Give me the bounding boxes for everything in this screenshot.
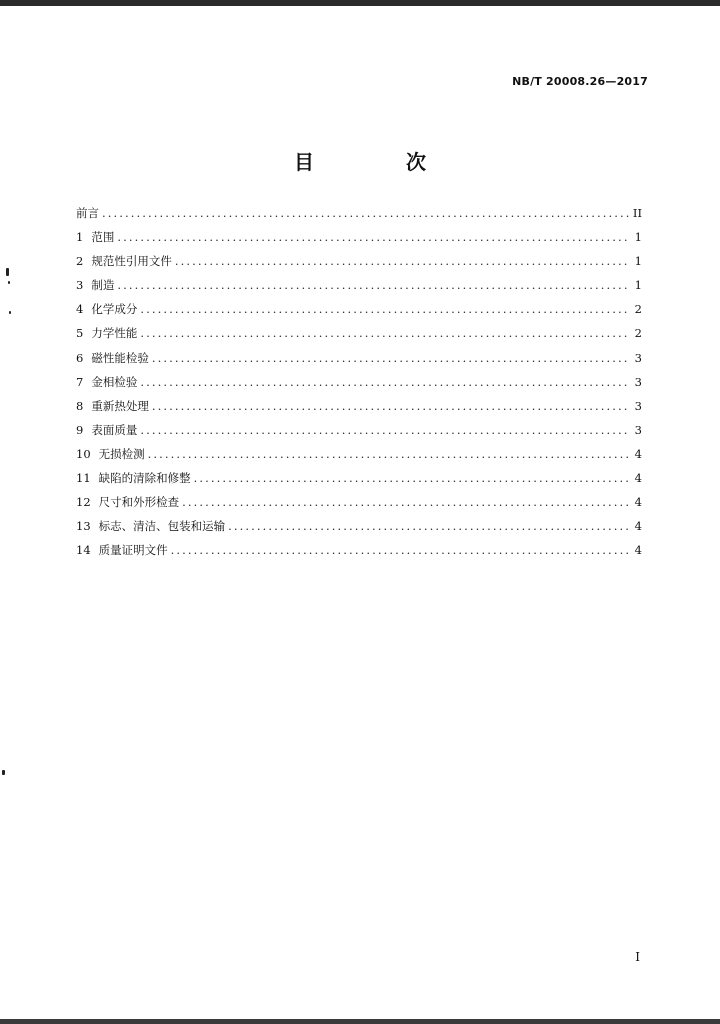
scan-speck: [8, 281, 10, 284]
toc-entry-number: 9: [76, 422, 84, 437]
scan-speck: [6, 268, 9, 276]
toc-leader-dots: [152, 351, 629, 365]
toc-entry-label: 磁性能检验: [91, 350, 149, 365]
toc-entry-14[interactable]: [76, 542, 642, 566]
toc-entry-1[interactable]: [76, 229, 642, 253]
toc-entry-label: 重新热处理: [91, 398, 149, 413]
toc-entry-page: 3: [634, 398, 642, 413]
toc-leader-dots: [175, 254, 629, 268]
toc-entry-page: 1: [634, 278, 642, 293]
toc-entry-page: 4: [634, 471, 642, 486]
toc-leader-dots: [171, 543, 629, 557]
toc-leader-dots: [228, 519, 629, 533]
toc-leader-dots: [140, 375, 629, 389]
toc-entry-label: 规范性引用文件: [91, 254, 172, 269]
toc-entry-page: 2: [634, 302, 642, 317]
toc-entry-number: 5: [76, 326, 84, 341]
toc-entry-9[interactable]: [76, 422, 642, 446]
toc-leader-dots: [140, 302, 629, 316]
toc-entry-10[interactable]: [76, 446, 642, 470]
toc-entry-page: 4: [634, 495, 642, 510]
toc-entry-number: 11: [76, 471, 91, 486]
toc-leader-dots: [182, 495, 629, 509]
toc-entry-label: 制造: [91, 278, 115, 293]
toc-leader-dots: [117, 278, 629, 292]
toc-entry-page: 3: [634, 422, 642, 437]
toc-entry-5[interactable]: [76, 325, 642, 349]
page-title: 目 次: [294, 150, 462, 174]
toc-entry-foreword[interactable]: [76, 205, 642, 229]
toc-entry-page: 3: [634, 350, 642, 365]
toc-entry-label: 无损检测: [98, 446, 145, 461]
toc-entry-number: 7: [76, 374, 84, 389]
toc-entry-2[interactable]: [76, 253, 642, 277]
toc-entry-label: 金相检验: [91, 374, 138, 389]
standard-number: NB/T 20008.26—2017: [512, 75, 648, 88]
toc-leader-dots: [140, 326, 629, 340]
toc-leader-dots: [102, 206, 629, 220]
page-number: I: [635, 950, 640, 964]
toc-leader-dots: [140, 423, 629, 437]
toc-entry-number: 2: [76, 254, 84, 269]
toc-entry-number: 8: [76, 398, 84, 413]
scan-bottom-edge: [0, 1019, 720, 1024]
toc-leader-dots: [152, 399, 629, 413]
toc-entry-6[interactable]: [76, 350, 642, 374]
toc-entry-page: 1: [634, 230, 642, 245]
toc-entry-page: 4: [634, 446, 642, 461]
toc-entry-4[interactable]: [76, 301, 642, 325]
toc-leader-dots: [194, 471, 629, 485]
toc-entry-8[interactable]: [76, 398, 642, 422]
toc-entry-page: 4: [634, 543, 642, 558]
toc-entry-label: 表面质量: [91, 422, 138, 437]
toc-entry-label: 前言: [76, 206, 99, 220]
toc-entry-7[interactable]: [76, 374, 642, 398]
toc-entry-label: 化学成分: [91, 302, 138, 317]
scan-top-edge: [0, 0, 720, 6]
toc-entry-number: 6: [76, 350, 84, 365]
toc-entry-label: 质量证明文件: [98, 543, 168, 558]
toc-entry-label: 尺寸和外形检查: [98, 495, 180, 510]
toc-entry-3[interactable]: [76, 277, 642, 301]
toc-entry-page: 1: [634, 254, 642, 269]
toc-entry-number: 14: [76, 543, 91, 558]
toc-entry-number: 1: [76, 230, 84, 245]
toc-entry-label: 力学性能: [91, 326, 138, 341]
toc-entry-page: 4: [634, 519, 642, 534]
toc-entry-number: 12: [76, 495, 91, 510]
toc-entry-13[interactable]: [76, 518, 642, 542]
scan-speck: [2, 770, 5, 775]
toc-entry-label: 范围: [91, 230, 115, 245]
toc-entry-12[interactable]: [76, 494, 642, 518]
toc-entry-page: II: [632, 206, 642, 220]
scan-speck: [9, 311, 11, 314]
toc-entry-number: 3: [76, 278, 84, 293]
toc-entry-number: 13: [76, 519, 91, 534]
toc-leader-dots: [117, 230, 629, 244]
toc-entry-label: 缺陷的清除和修整: [98, 471, 191, 486]
toc-leader-dots: [148, 447, 629, 461]
toc-entry-11[interactable]: [76, 470, 642, 494]
toc-entry-page: 2: [634, 326, 642, 341]
toc-entry-number: 10: [76, 446, 91, 461]
toc-entry-number: 4: [76, 302, 84, 317]
table-of-contents: [76, 205, 642, 566]
toc-entry-label: 标志、清洁、包装和运输: [98, 519, 226, 534]
toc-entry-page: 3: [634, 374, 642, 389]
